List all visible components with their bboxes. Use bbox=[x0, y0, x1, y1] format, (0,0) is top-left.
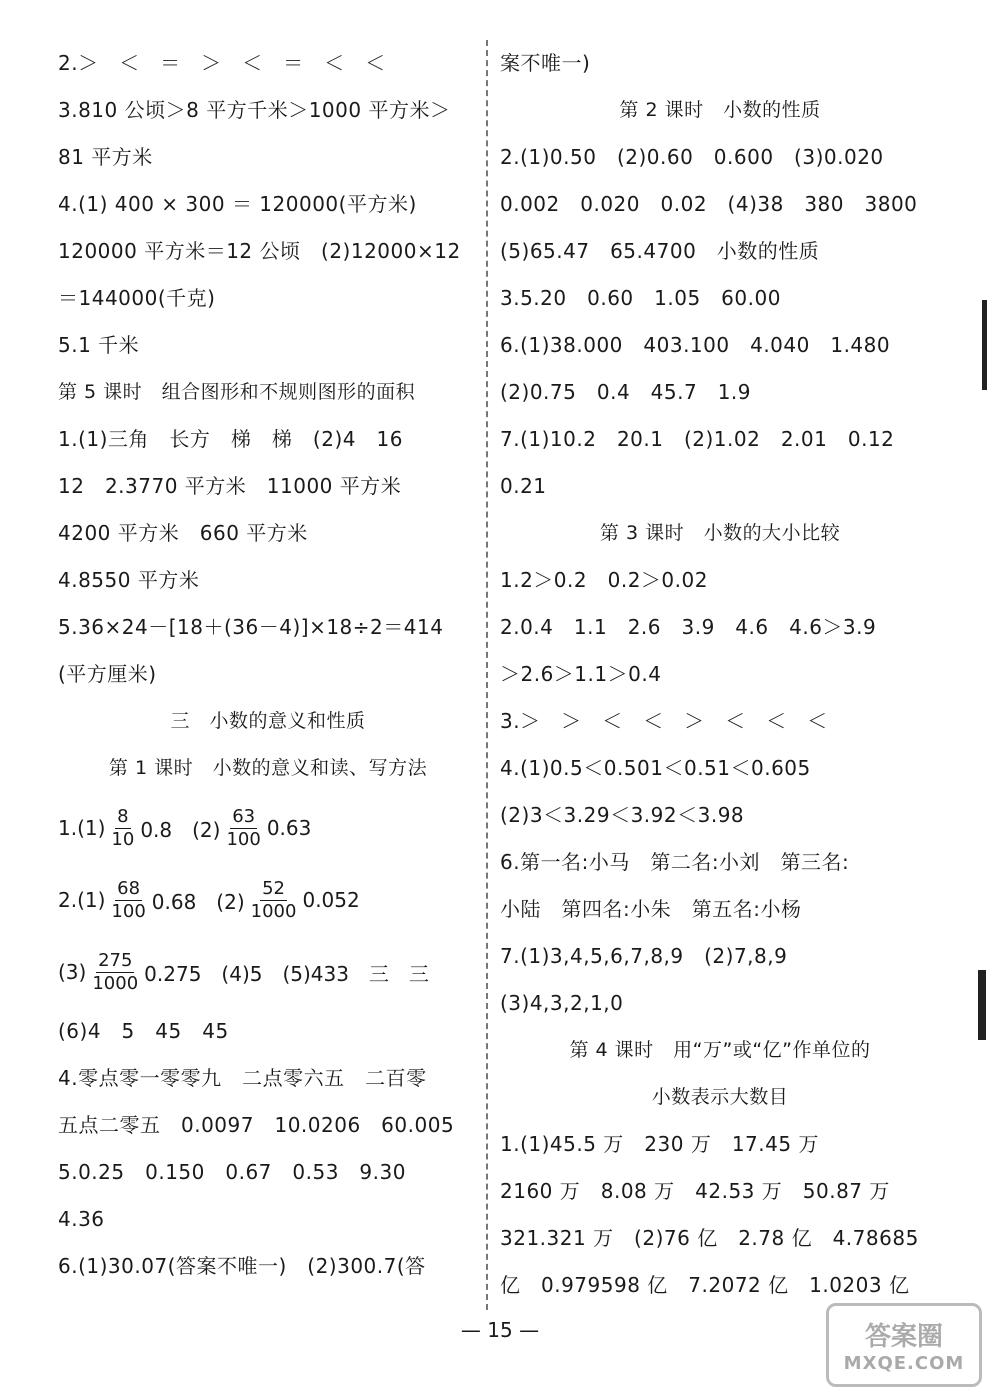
answer-line: 3.5.20 0.60 1.05 60.00 bbox=[500, 286, 781, 310]
fraction-answer-line bbox=[58, 792, 478, 864]
fraction bbox=[90, 950, 140, 995]
answer-line: 0.21 bbox=[500, 474, 547, 498]
scan-mark bbox=[982, 300, 987, 390]
watermark-logo bbox=[826, 1303, 982, 1387]
answer-line: 5.36×24－[18＋(36－4)]×18÷2＝414 bbox=[58, 615, 444, 639]
answer-text: 0.275 (4)5 (5)433 三 三 bbox=[144, 961, 429, 986]
answer-text: (3) bbox=[58, 960, 87, 984]
answer-line: 五点二零五 0.0097 10.0206 60.005 bbox=[58, 1113, 455, 1137]
page-number: — 15 — bbox=[460, 1318, 540, 1342]
answer-line: (平方厘米) bbox=[58, 662, 157, 686]
fraction bbox=[109, 878, 147, 923]
answer-line: (2)0.75 0.4 45.7 1.9 bbox=[500, 380, 752, 404]
answer-line: 4.8550 平方米 bbox=[58, 568, 200, 592]
answer-line: (3)4,3,2,1,0 bbox=[500, 991, 624, 1015]
denominator: 1000 bbox=[92, 972, 139, 994]
answer-line: 12 2.3770 平方米 11000 平方米 bbox=[58, 474, 402, 498]
answer-line: 321.321 万 (2)76 亿 2.78 亿 4.78685 bbox=[500, 1226, 919, 1250]
answer-line: 2.0.4 1.1 2.6 3.9 4.6 4.6＞3.9 bbox=[500, 615, 877, 639]
numerator: 8 bbox=[117, 805, 129, 827]
answer-line: 1.(1)45.5 万 230 万 17.45 万 bbox=[500, 1132, 819, 1156]
right-column bbox=[500, 40, 940, 1309]
fraction bbox=[249, 878, 299, 923]
answer-line: 5.1 千米 bbox=[58, 333, 140, 357]
answer-line: (2)3＜3.29＜3.92＜3.98 bbox=[500, 803, 745, 827]
numerator: 275 bbox=[98, 949, 133, 971]
lesson-title: 第 2 课时 小数的性质 bbox=[619, 99, 821, 121]
answer-text: 0.63 bbox=[266, 816, 312, 840]
answer-line: 0.002 0.020 0.02 (4)38 380 3800 bbox=[500, 192, 918, 216]
fraction bbox=[224, 806, 262, 851]
denominator: 10 bbox=[111, 828, 135, 850]
answer-line: 4.(1)0.5＜0.501＜0.51＜0.605 bbox=[500, 756, 811, 780]
lesson-title: 第 5 课时 组合图形和不规则图形的面积 bbox=[58, 381, 416, 403]
answer-line: 120000 平方米＝12 公顷 (2)12000×12 bbox=[58, 239, 461, 263]
answer-line: 5.0.25 0.150 0.67 0.53 9.30 bbox=[58, 1160, 406, 1184]
answer-line: 7.(1)3,4,5,6,7,8,9 (2)7,8,9 bbox=[500, 944, 788, 968]
answer-line: ＝144000(千克) bbox=[58, 286, 216, 310]
answer-line: 1.(1)三角 长方 梯 梯 (2)4 16 bbox=[58, 427, 403, 451]
lesson-subtitle: 小数表示大数目 bbox=[651, 1086, 789, 1108]
answer-line: 7.(1)10.2 20.1 (2)1.02 2.01 0.12 bbox=[500, 427, 895, 451]
answer-line: 4.零点零一零零九 二点零六五 二百零 bbox=[58, 1066, 427, 1090]
unit-title: 三 小数的意义和性质 bbox=[170, 710, 366, 732]
answer-line: (5)65.47 65.4700 小数的性质 bbox=[500, 239, 820, 263]
denominator: 100 bbox=[226, 828, 261, 850]
answer-line: 6.(1)30.07(答案不唯一) (2)300.7(答 bbox=[58, 1254, 426, 1278]
numerator: 52 bbox=[262, 877, 286, 899]
answer-line: 4200 平方米 660 平方米 bbox=[58, 521, 308, 545]
denominator: 100 bbox=[111, 900, 146, 922]
answer-text: 0.68 (2) bbox=[151, 889, 245, 914]
denominator: 1000 bbox=[250, 900, 297, 922]
answer-line: 3.＞ ＞ ＜ ＜ ＞ ＜ ＜ ＜ bbox=[500, 709, 828, 733]
answer-line: 小陆 第四名:小朱 第五名:小杨 bbox=[500, 897, 802, 921]
fraction bbox=[109, 806, 136, 851]
watermark-url: MXQE.COM bbox=[843, 1353, 965, 1374]
lesson-title: 第 4 课时 用“万”或“亿”作单位的 bbox=[569, 1039, 871, 1061]
answer-line: 6.(1)38.000 403.100 4.040 1.480 bbox=[500, 333, 891, 357]
numerator: 63 bbox=[232, 805, 256, 827]
column-divider bbox=[486, 40, 488, 1310]
answer-text: 1.(1) bbox=[58, 816, 106, 840]
answer-line: 2160 万 8.08 万 42.53 万 50.87 万 bbox=[500, 1179, 890, 1203]
left-column bbox=[58, 40, 478, 1290]
answer-line: 4.36 bbox=[58, 1207, 105, 1231]
answer-line: (6)4 5 45 45 bbox=[58, 1019, 229, 1043]
answer-line: 3.810 公顷＞8 平方千米＞1000 平方米＞ bbox=[58, 98, 451, 122]
scan-mark bbox=[978, 970, 986, 1040]
answer-line: 81 平方米 bbox=[58, 145, 153, 169]
fraction-answer-line bbox=[58, 936, 478, 1008]
answer-text: 0.052 bbox=[302, 888, 360, 912]
answer-line: ＞2.6＞1.1＞0.4 bbox=[500, 662, 662, 686]
answer-text: 2.(1) bbox=[58, 888, 106, 912]
answer-line: 案不唯一) bbox=[500, 51, 591, 75]
numerator: 68 bbox=[117, 877, 141, 899]
answer-line: 6.第一名:小马 第二名:小刘 第三名: bbox=[500, 850, 850, 874]
lesson-title: 第 3 课时 小数的大小比较 bbox=[599, 522, 841, 544]
watermark-brand: 答案圈 bbox=[864, 1322, 943, 1352]
fraction-answer-line bbox=[58, 864, 478, 936]
answer-line: 2.＞ ＜ ＝ ＞ ＜ ＝ ＜ ＜ bbox=[58, 51, 386, 75]
answer-line: 1.2＞0.2 0.2＞0.02 bbox=[500, 568, 708, 592]
answer-line: 2.(1)0.50 (2)0.60 0.600 (3)0.020 bbox=[500, 145, 884, 169]
lesson-title: 第 1 课时 小数的意义和读、写方法 bbox=[108, 757, 428, 779]
answer-line: 亿 0.979598 亿 7.2072 亿 1.0203 亿 bbox=[500, 1273, 910, 1297]
answer-line: 4.(1) 400 × 300 ＝ 120000(平方米) bbox=[58, 192, 417, 216]
answer-text: 0.8 (2) bbox=[140, 817, 221, 842]
